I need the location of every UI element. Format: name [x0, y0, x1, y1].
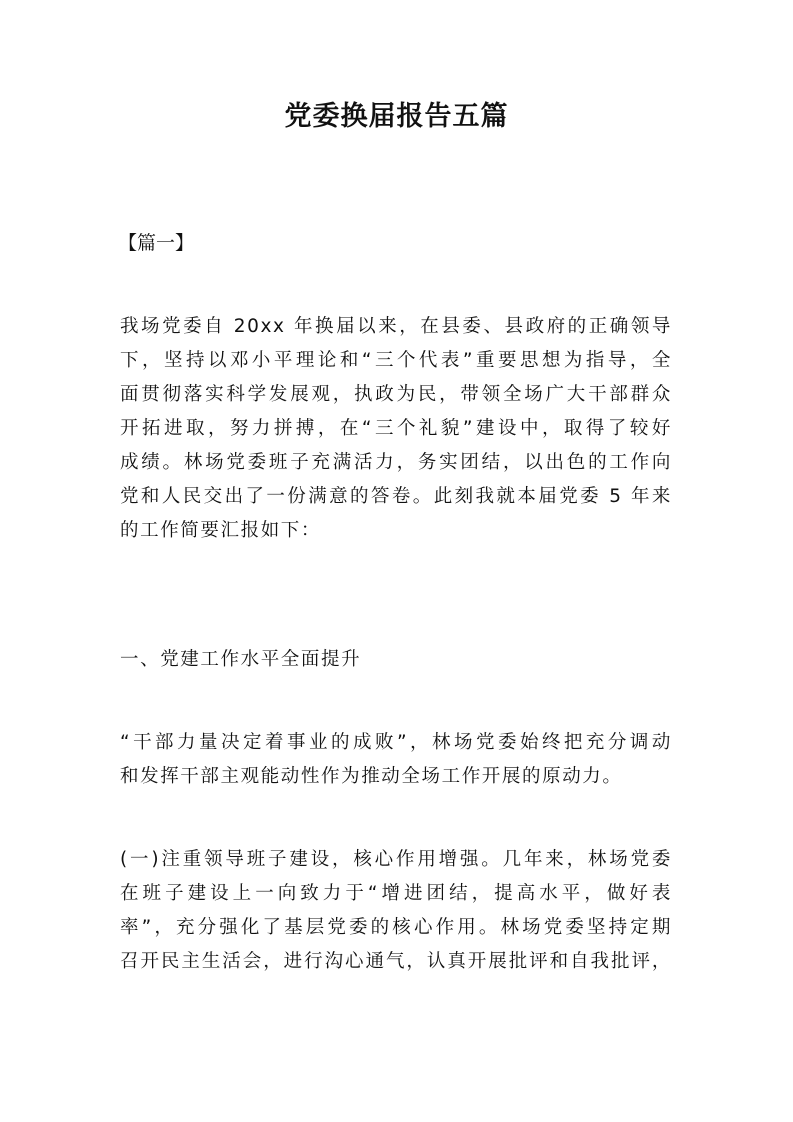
paragraph-line: 面贯彻落实科学发展观，执政为民，带领全场广大干部群众 — [120, 384, 672, 405]
paragraph-line: 我场党委自 20xx 年换届以来，在县委、县政府的正确领导 — [120, 316, 672, 337]
paragraph-line: 率”，充分强化了基层党委的核心作用。林场党委坚持定期 — [120, 917, 672, 938]
paragraph-line: 下，坚持以邓小平理论和“三个代表”重要思想为指导，全 — [120, 350, 672, 371]
paragraph-line: 开拓进取，努力拼搏，在“三个礼貌”建设中，取得了较好 — [120, 418, 672, 439]
paragraph-line: “干部力量决定着事业的成败”，林场党委始终把充分调动 — [120, 732, 672, 753]
paragraph-leadership — [120, 843, 672, 979]
section-heading — [120, 643, 672, 677]
paragraph-intro — [120, 310, 672, 548]
document-title: 党委换届报告五篇 — [284, 101, 509, 132]
paragraph-cadre — [120, 726, 672, 794]
paragraph-line: 召开民主生活会，进行沟心通气，认真开展批评和自我批评， — [120, 951, 672, 972]
paragraph-line: 和发挥干部主观能动性作为推动全场工作开展的原动力。 — [120, 766, 623, 787]
heading-text: 一、党建工作水平全面提升 — [120, 649, 362, 670]
paragraph-line: 党和人民交出了一份满意的答卷。此刻我就本届党委 5 年来 — [120, 486, 672, 507]
paragraph-line: (一)注重领导班子建设，核心作用增强。几年来，林场党委 — [120, 849, 672, 870]
paragraph-line: 的工作简要汇报如下： — [120, 520, 322, 541]
paragraph-line: 在班子建设上一向致力于“增进团结，提高水平，做好表 — [120, 883, 672, 904]
paragraph-line: 成绩。林场党委班子充满活力，务实团结，以出色的工作向 — [120, 452, 672, 473]
section-label: 【篇一】 — [118, 232, 195, 254]
